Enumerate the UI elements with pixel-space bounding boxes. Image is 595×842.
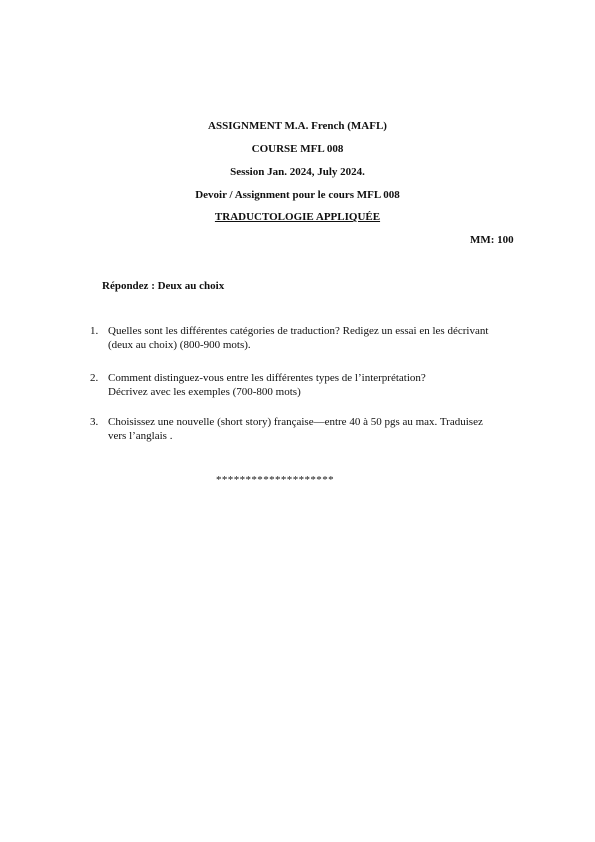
question-item: [90, 324, 530, 352]
question-number: 3.: [90, 416, 99, 428]
instruction: Répondez : Deux au choix: [102, 280, 225, 292]
question-number: 2.: [90, 372, 99, 384]
question-text-line: Décrivez avec les exemples (700-800 mots): [108, 386, 301, 398]
session-info: Session Jan. 2024, July 2024.: [230, 166, 365, 178]
assignment-subtitle: Devoir / Assignment pour le cours MFL 008: [195, 189, 400, 201]
question-text-line: vers l’anglais .: [108, 430, 173, 442]
max-marks: MM: 100: [470, 234, 514, 246]
question-text-line: Choisissez une nouvelle (short story) française—entre 40 à 50 pgs au max. Traduisez: [108, 416, 483, 428]
course-code: COURSE MFL 008: [251, 143, 344, 155]
question-item: [90, 371, 530, 399]
question-text-line: Quelles sont les différentes catégories de traduction? Redigez un essai en les décrivant: [108, 325, 489, 337]
question-text-line: Comment distinguez-vous entre les différentes types de l’interprétation?: [108, 372, 426, 384]
question-item: [90, 415, 530, 443]
question-text-line: (deux au choix) (800-900 mots).: [108, 339, 251, 351]
question-number: 1.: [90, 325, 99, 337]
assignment-title: ASSIGNMENT M.A. French (MAFL): [208, 120, 387, 132]
course-title: TRADUCTOLOGIE APPLIQUÉE: [214, 211, 381, 223]
separator-stars: ********************: [216, 474, 334, 486]
